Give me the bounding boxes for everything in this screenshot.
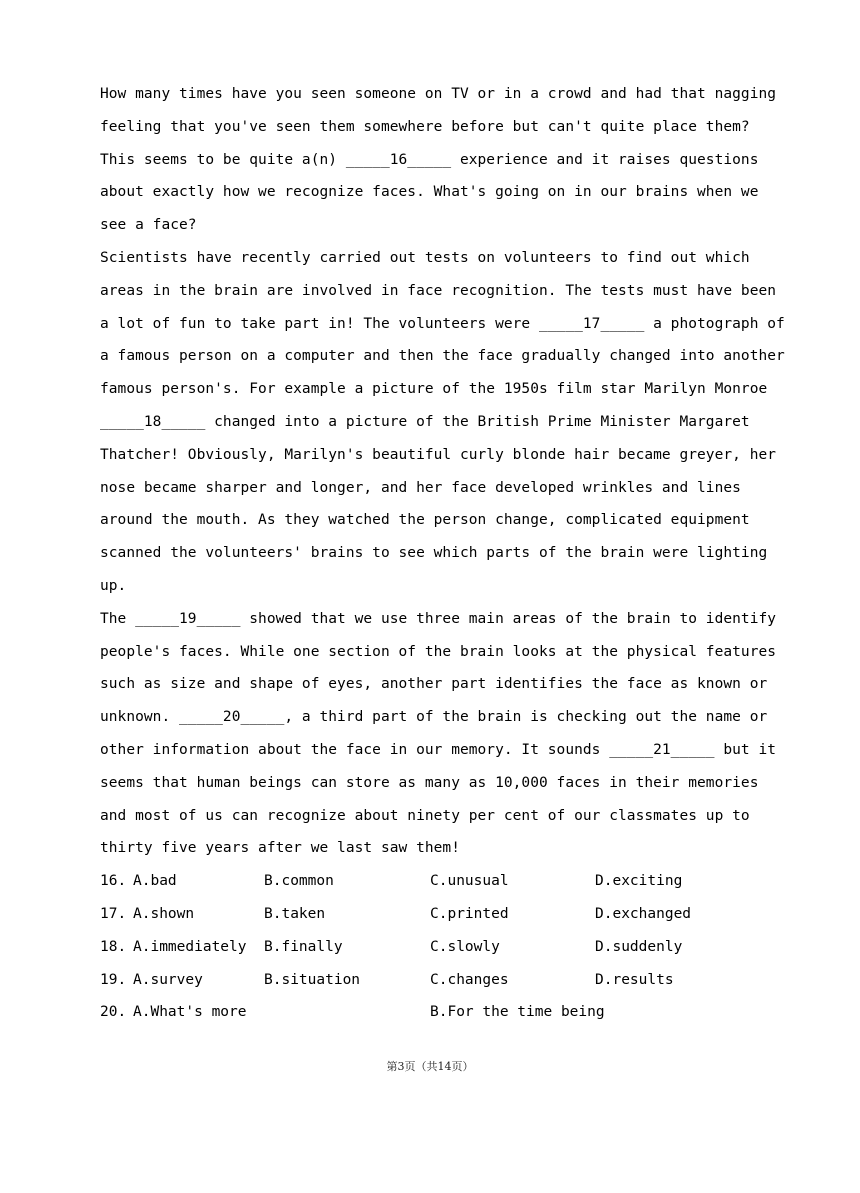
- question-number: 19.: [100, 971, 127, 988]
- passage-line: people's faces. While one section of the brain looks at the physical features: [100, 643, 777, 660]
- option-c: C.unusual: [430, 873, 509, 890]
- passage-line: How many times have you seen someone on TV or in a crowd and had that nagging: [100, 86, 777, 102]
- page-footer: 第3页（共14页）: [386, 1060, 474, 1073]
- option-d: D.suddenly: [595, 938, 683, 955]
- passage-line: up.: [100, 577, 127, 594]
- passage-line: Thatcher! Obviously, Marilyn's beautiful curly blonde hair became greyer, her: [100, 446, 777, 463]
- option-d: D.exchanged: [595, 905, 692, 922]
- question-number: 17.: [100, 905, 127, 922]
- passage-line: and most of us can recognize about ninety per cent of our classmates up to: [100, 807, 750, 824]
- option-b: B.common: [264, 873, 334, 890]
- passage-line: see a face?: [100, 217, 197, 234]
- option-b: B.For the time being: [430, 1004, 605, 1021]
- option-b: B.taken: [264, 905, 326, 922]
- option-b: B.finally: [264, 938, 343, 955]
- passage: [100, 78, 785, 865]
- option-c: C.slowly: [430, 938, 500, 955]
- passage-line: famous person's. For example a picture of the 1950s film star Marilyn Monroe: [100, 381, 768, 398]
- question-row-18: [100, 931, 780, 964]
- option-d: D.exciting: [595, 873, 683, 890]
- passage-line: nose became sharper and longer, and her face developed wrinkles and lines: [100, 479, 741, 496]
- passage-line: The _____19_____ showed that we use three main areas of the brain to identify: [100, 610, 777, 627]
- option-c: C.printed: [430, 905, 509, 922]
- question-number: 16.: [100, 873, 127, 890]
- option-a: A.shown: [133, 905, 195, 922]
- question-options: [100, 865, 780, 1029]
- passage-line: other information about the face in our memory. It sounds _____21_____ but it: [100, 741, 777, 758]
- passage-line: This seems to be quite a(n) _____16_____ experience and it raises questions: [100, 151, 759, 168]
- option-b: B.situation: [264, 971, 361, 988]
- passage-line: around the mouth. As they watched the person change, complicated equipment: [100, 512, 750, 529]
- passage-line: scanned the volunteers' brains to see which parts of the brain were lighting: [100, 545, 768, 562]
- question-row-20: [100, 996, 780, 1029]
- option-a: A.bad: [133, 873, 177, 890]
- question-number: 20.: [100, 1004, 127, 1021]
- option-a: A.survey: [133, 971, 203, 988]
- question-row-16: [100, 865, 780, 898]
- passage-line: seems that human beings can store as many as 10,000 faces in their memories: [100, 774, 759, 791]
- passage-line: thirty five years after we last saw them!: [100, 840, 460, 857]
- option-a: A.What's more: [133, 1004, 247, 1021]
- passage-line: areas in the brain are involved in face recognition. The tests must have been: [100, 282, 777, 299]
- question-row-17: [100, 898, 780, 931]
- document-page: [100, 78, 785, 1029]
- passage-line: a famous person on a computer and then the face gradually changed into another: [100, 348, 785, 365]
- passage-line: feeling that you've seen them somewhere before but can't quite place them?: [100, 118, 750, 135]
- option-d: D.results: [595, 971, 674, 988]
- question-row-19: [100, 964, 780, 997]
- passage-line: such as size and shape of eyes, another part identifies the face as known or: [100, 676, 768, 693]
- question-number: 18.: [100, 938, 127, 955]
- passage-line: unknown. _____20_____, a third part of the brain is checking out the name or: [100, 709, 768, 726]
- passage-line: about exactly how we recognize faces. What's going on in our brains when we: [100, 184, 759, 201]
- passage-line: a lot of fun to take part in! The volunteers were _____17_____ a photograph of: [100, 315, 785, 332]
- passage-line: _____18_____ changed into a picture of the British Prime Minister Margaret: [100, 413, 750, 430]
- option-a: A.immediately: [133, 938, 247, 955]
- option-c: C.changes: [430, 971, 509, 988]
- passage-line: Scientists have recently carried out tests on volunteers to find out which: [100, 249, 750, 266]
